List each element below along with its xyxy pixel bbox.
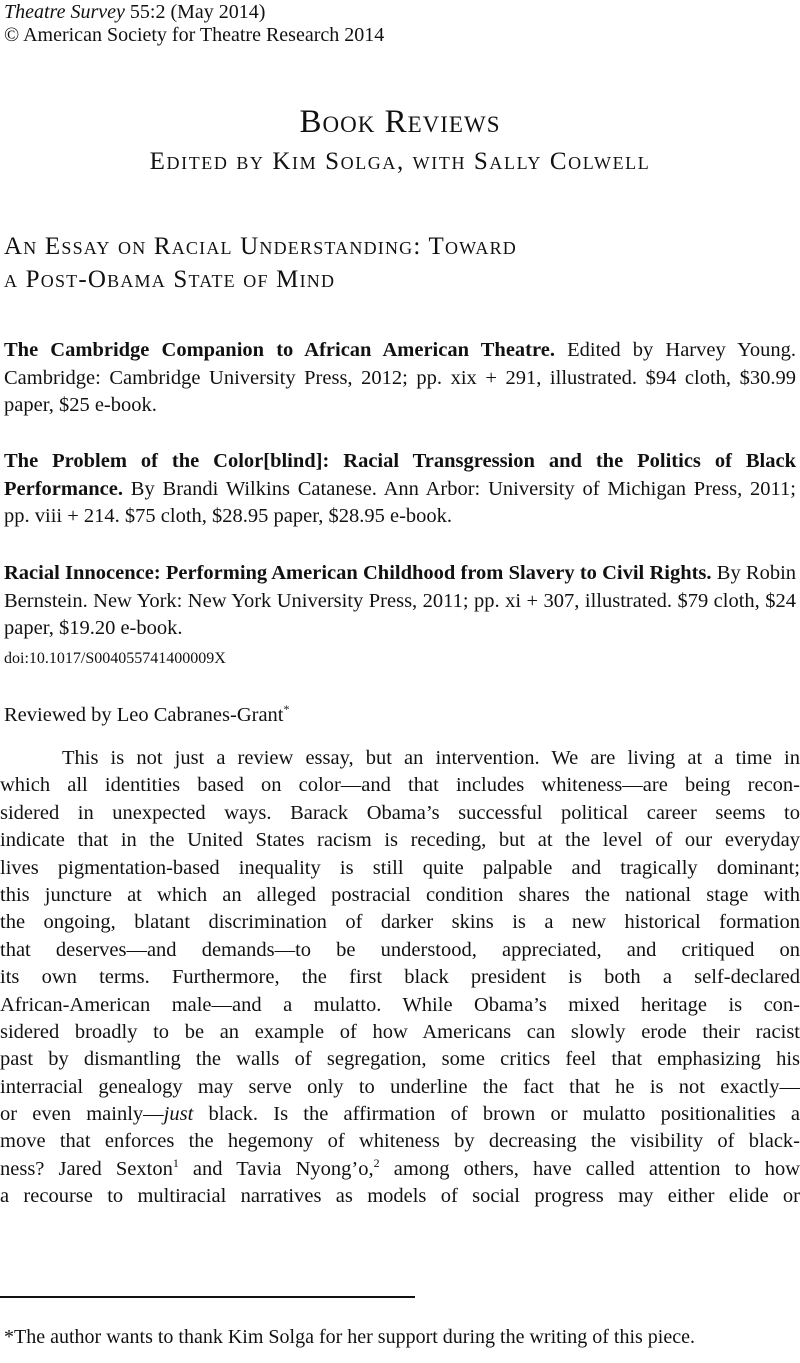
body-line: a recourse to multiracial narratives as models of social progress may either elide or [0, 1185, 800, 1208]
body-line: sidered in unexpected ways. Barack Obama’s successful political career seems to [0, 801, 800, 824]
book-details-2: By Brandi Wilkins Catanese. Ann Arbor: University of Michigan Press, 2011; pp. viii + 214. $75 cloth, $28.95 paper, $28.95 e-book. [4, 477, 796, 527]
section-title: Book Reviews [299, 104, 501, 140]
essay-body [0, 745, 800, 1211]
journal-citation [4, 0, 265, 24]
body-line: past by dismantling the walls of segregation, some critics feel that emphasizing his [0, 1048, 800, 1071]
book-title-1: The Cambridge Companion to African American Theatre. [4, 339, 555, 361]
body-line: its own terms. Furthermore, the first black president is both a self-declared [0, 966, 800, 989]
body-line: This is not just a review essay, but an intervention. We are living at a time in [62, 747, 800, 769]
book-details-3: By Robin Bernstein. New York: New York University Press, 2011; pp. xi + 307, illustrated. $79 cloth, $24 paper, $19.20 e-book. [4, 562, 797, 639]
essay-title-line-1: An Essay on Racial Understanding: Toward [4, 233, 517, 260]
emphasis-just: just [163, 1103, 194, 1126]
journal-title: Theatre Survey [4, 1, 125, 23]
footnote-ref-1[interactable]: 1 [172, 1156, 179, 1171]
body-line: indicate that in the United States racism is receding, but at the level of our everyday [0, 829, 800, 852]
author-footnote: *The author wants to thank Kim Solga for her support during the writing of this piece. [4, 1326, 695, 1348]
body-line: this juncture at which an alleged postracial condition shares the national stage with [0, 883, 800, 906]
body-line: ness? Jared Sexton$^1$ and Tavia Nyong’o,$^2$ among others, have called attention to how [0, 1156, 800, 1180]
footnote-ref-2[interactable]: 2 [373, 1156, 380, 1171]
book-title-3: Racial Innocence: Performing American Childhood from Slavery to Civil Rights. [4, 562, 712, 584]
reviewer-credit [4, 702, 290, 728]
body-line: interracial genealogy may serve only to underline the fact that he is not exactly— [0, 1075, 800, 1098]
book-entry-1 [4, 337, 796, 420]
author-note-marker[interactable]: * [283, 702, 290, 717]
body-line: or even mainly—just black. Is the affirmation of brown or mulatto positionalities a [0, 1103, 800, 1126]
journal-issue: 55:2 (May 2014) [129, 1, 266, 23]
reviewer-name: Reviewed by Leo Cabranes-Grant [4, 704, 284, 726]
book-details-1: Edited by Harvey Young. Cambridge: Cambridge University Press, 2012; pp. xix + 291, illustrated. $94 cloth, $30.99 paper, $25 e-book. [4, 339, 796, 416]
section-editors: Edited by Kim Solga, with Sally Colwell [149, 148, 651, 175]
essay-title-line-2: a Post-Obama State of Mind [4, 266, 336, 293]
book-entry-3 [4, 560, 796, 643]
body-line: the ongoing, blatant discrimination of darker skins is a new historical formation [0, 911, 800, 934]
book-entry-2 [4, 448, 796, 531]
body-line: African-American male—and a mulatto. While Obama’s mixed heritage is con- [0, 993, 800, 1016]
body-line: move that enforces the hegemony of whiteness by decreasing the visibility of black- [0, 1130, 800, 1153]
doi-link[interactable]: doi:10.1017/S004055741400009X [4, 650, 226, 667]
body-line: lives pigmentation-based inequality is still quite palpable and tragically dominant; [0, 856, 800, 879]
body-line: sidered broadly to be an example of how Americans can slowly erode their racist [0, 1020, 800, 1043]
essay-title [4, 230, 517, 296]
footnote-divider [0, 1296, 415, 1298]
copyright-notice: © American Society for Theatre Research 2014 [4, 24, 385, 46]
body-line: that deserves—and demands—to be understood, appreciated, and critiqued on [0, 938, 800, 961]
body-line: which all identities based on color—and that includes whiteness—are being recon- [0, 774, 800, 797]
book-title-2: The Problem of the Color[blind]: Racial Transgression and the Politics of Black Performance. [4, 450, 796, 500]
